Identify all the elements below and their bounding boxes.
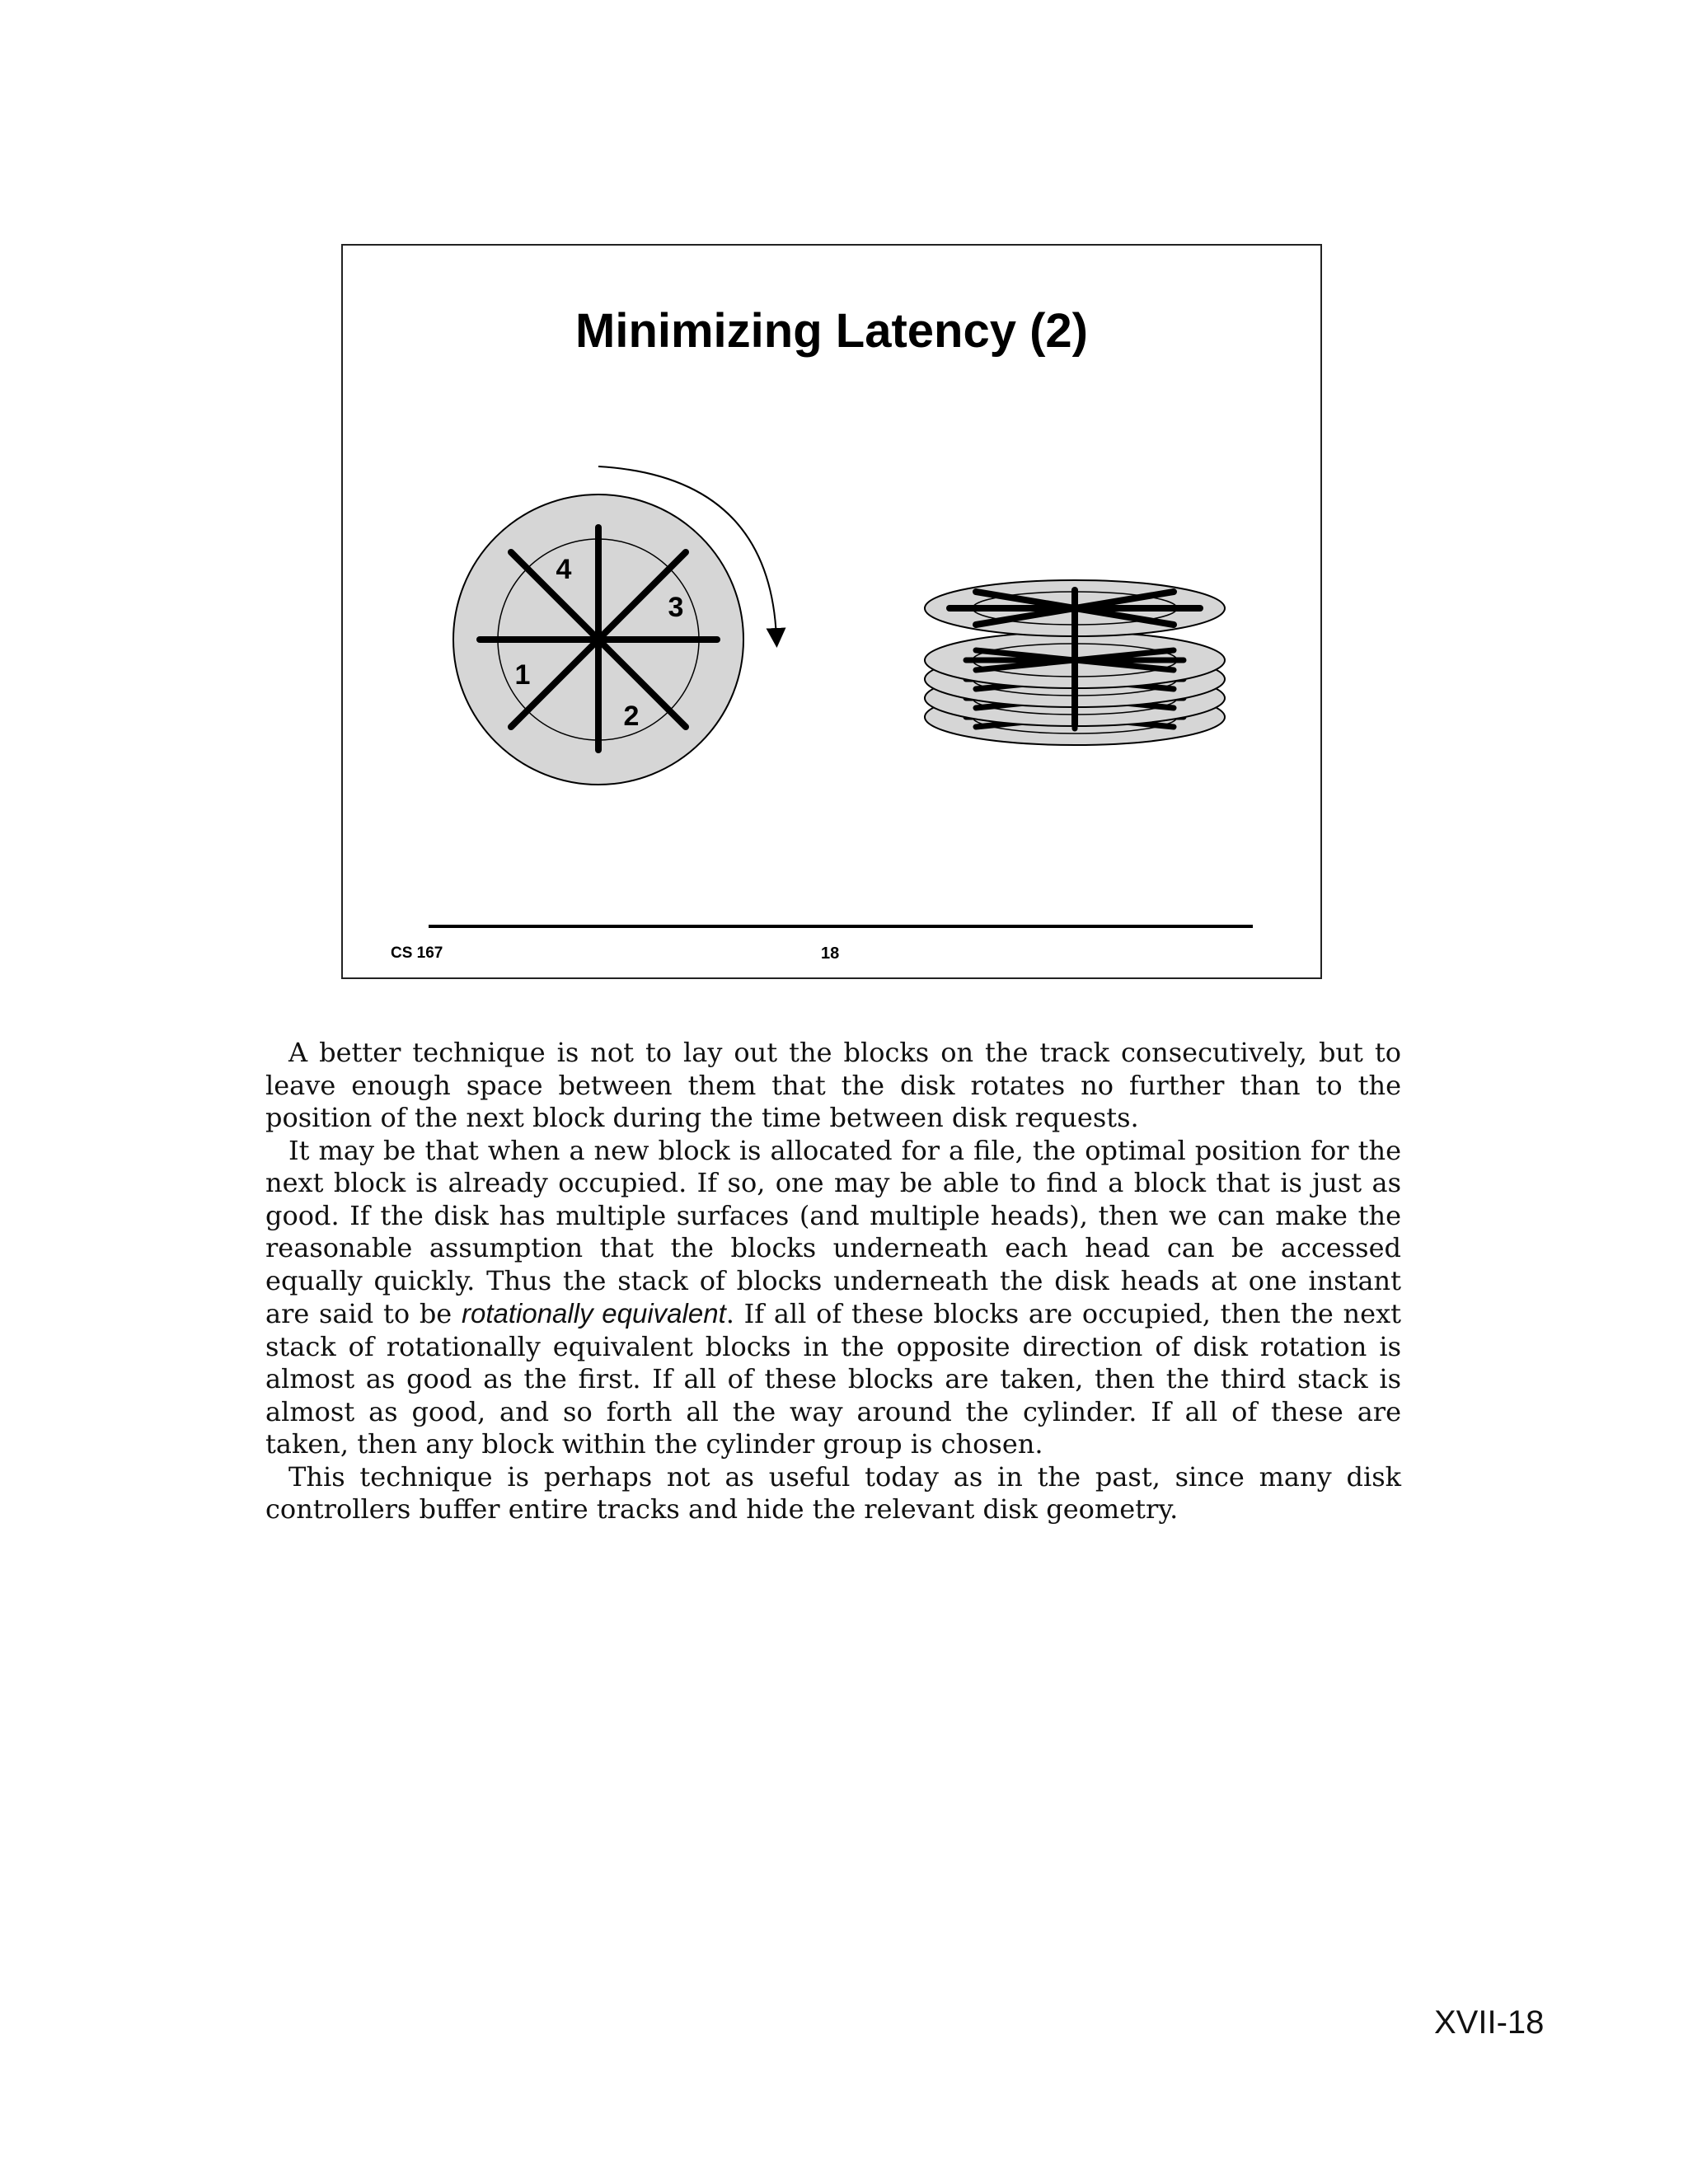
body-text — [265, 1037, 1401, 1526]
emphasized-term: rotationally equivalent — [461, 1298, 726, 1329]
slide-frame — [341, 244, 1322, 979]
slide-number: 18 — [821, 944, 840, 963]
slide-footer-rule — [429, 925, 1253, 928]
paragraph: A better technique is not to lay out the blocks on the track consecutively, but to leave enough space between them that the disk rotates no further than to the position of the next block during the time between disk requests. — [265, 1037, 1401, 1133]
platter-top-view — [453, 494, 743, 785]
platter-stack — [925, 580, 1225, 745]
slide-title: Minimizing Latency (2) — [575, 304, 1088, 358]
paragraph-text: . If all of these blocks are occupied, then the next stack of rotationally equivalent blocks in the opposite direction of disk rotation is almost as good as the first. If all of these blocks are taken, then the third stack is almost as good, and so forth all the way around the cylinder. If all of these are taken, then any block within the cylinder group is chosen. — [265, 1298, 1402, 1460]
disk-figure — [343, 246, 1324, 981]
paragraph — [265, 1135, 1401, 1461]
block-label-4: 4 — [556, 554, 572, 585]
page-number: XVII-18 — [1434, 2004, 1545, 2041]
paragraph: This technique is perhaps not as useful today as in the past, since many disk controllers buffer entire tracks and hide the relevant disk geometry. — [265, 1460, 1401, 1525]
block-label-1: 1 — [514, 659, 531, 691]
paragraph-text: It may be that when a new block is allocated for a file, the optimal position for the next block is already occupied. If so, one may be able to find a block that is just as good. If the disk has multiple surfaces (and multiple heads), then we can make the reasonable assumption that the blocks underneath each head can be accessed equally quickly. Thus the stack of blocks underneath the disk heads at one instant are said to be — [265, 1134, 1401, 1329]
slide-course-label: CS 167 — [391, 944, 443, 962]
block-label-3: 3 — [668, 592, 684, 623]
block-label-2: 2 — [623, 701, 640, 732]
